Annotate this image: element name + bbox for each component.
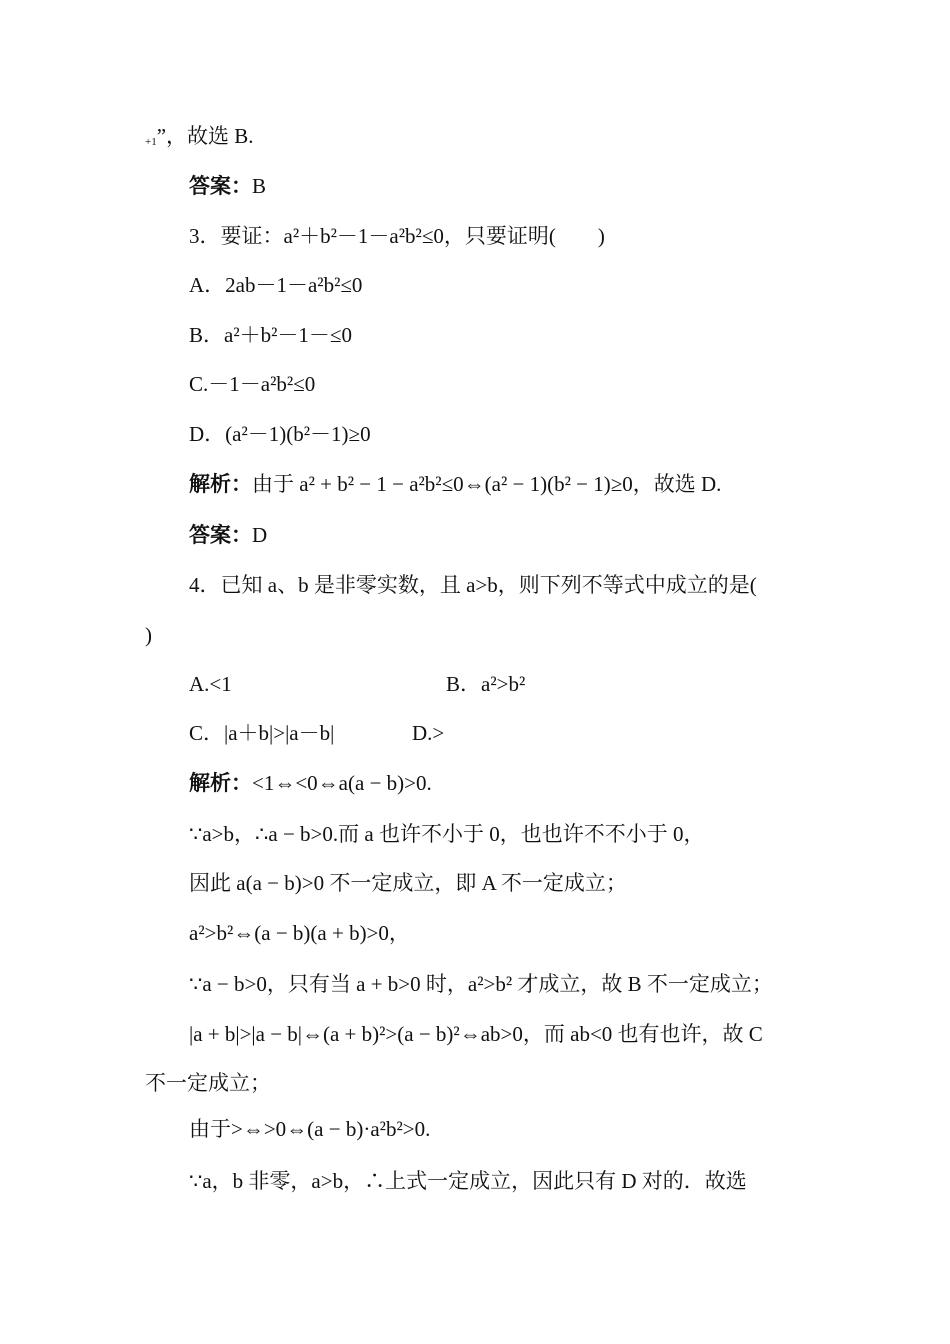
option-4a (189, 672, 232, 696)
option-4d (412, 721, 444, 745)
question-3 (189, 224, 605, 248)
answer-label: 答案： (189, 174, 252, 198)
analysis-label: 解析： (189, 771, 252, 795)
answer-value: B (252, 174, 267, 198)
answer-value: D (252, 523, 268, 547)
line-text: ) (145, 623, 152, 647)
question-4 (189, 573, 757, 597)
option-3a (189, 273, 362, 297)
line-text: ∵a，b 非零，a>b，∴上式一定成立，因此只有 D 对的．故选 (189, 1169, 747, 1193)
analysis-4-line-2 (189, 822, 704, 846)
line-text: C．|a＋b|>|a－b| (189, 721, 335, 745)
option-4c (189, 721, 334, 745)
analysis-4-line-5 (189, 972, 773, 996)
line-text: 因此 a(a − b)>0 不一定成立，即 A 不一定成立； (189, 871, 627, 895)
line-text: ∵a − b>0，只有当 a + b>0 时，a²>b² 才成立，故 B 不一定成立； (189, 972, 773, 996)
answer-line-1 (189, 174, 266, 198)
analysis-4-line-3 (189, 871, 627, 895)
line-text: 由于>⇔>0⇔(a − b)·a²b²>0. (189, 1117, 431, 1141)
option-3c (189, 372, 315, 396)
option-4b (446, 672, 525, 696)
line-text: 3．要证：a²＋b²－1－a²b²≤0，只要证明( ) (189, 224, 605, 248)
analysis-4 (189, 771, 432, 795)
analysis-4-line-6 (189, 1022, 763, 1046)
question-4-close (145, 623, 152, 647)
analysis-4-line-7 (145, 1071, 271, 1095)
answer-line-3 (189, 523, 267, 547)
analysis-3 (189, 472, 721, 496)
line-text: 4．已知 a、b 是非零实数，且 a>b，则下列不等式中成立的是( (189, 573, 757, 597)
analysis-4-line-8 (189, 1117, 430, 1141)
line-text: 由于 a² + b² − 1 − a²b²≤0⇔(a² − 1)(b² − 1)≥0，故选 D. (252, 472, 722, 496)
line-text: A.<1 (189, 672, 232, 696)
line-text: D．(a²－1)(b²－1)≥0 (189, 422, 371, 446)
line-text: C.－1－a²b²≤0 (189, 372, 316, 396)
answer-label: 答案： (189, 523, 252, 547)
line-text: a²>b²⇔(a − b)(a + b)>0， (189, 921, 410, 945)
line-text: ∵a>b，∴a − b>0.而 a 也许不小于 0，也也许不不小于 0， (189, 822, 705, 846)
line-text: ”，故选 B. (156, 124, 254, 148)
line-text: <1⇔<0⇔a(a − b)>0. (252, 771, 432, 795)
line-text: A．2ab－1－a²b²≤0 (189, 273, 363, 297)
analysis-label: 解析： (189, 472, 252, 496)
line-text: B．a²>b² (446, 672, 526, 696)
analysis-4-line-9 (189, 1169, 747, 1193)
line-text: |a + b|>|a − b|⇔(a + b)²>(a − b)²⇔ab>0，而 ab<0 也有也许，故 C (189, 1022, 763, 1046)
line-text: D.> (412, 721, 445, 745)
line-text: 不一定成立； (145, 1071, 271, 1095)
superscript-fragment: +1 (145, 136, 157, 148)
line-text: B．a²＋b²－1－≤0 (189, 323, 352, 347)
analysis-4-line-4 (189, 921, 410, 945)
option-3d (189, 422, 371, 446)
option-3b (189, 323, 352, 347)
text-line-1 (145, 124, 254, 154)
